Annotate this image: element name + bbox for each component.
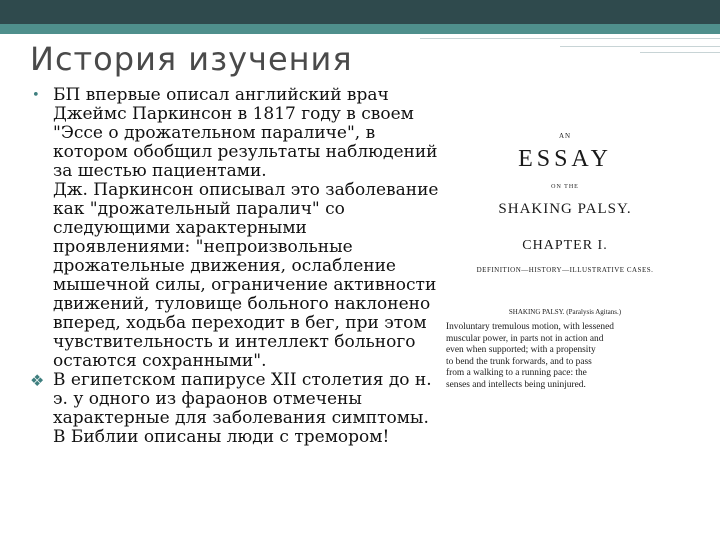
essay-title-page-image [440,118,690,418]
book-on-the: ON THE [551,184,579,190]
bullet-item [30,86,440,371]
slide-top-bar [0,0,720,24]
bullet-paragraph: Дж. Паркинсон описывал это заболевание как "дрожательный паралич" со следующими характерными проявлениями: "непроизвольные дрожательные движения, ослабление мышечной силы, ограничение активности движений, туловище больного наклонено вперед, ходьба переходит в бег, при этом чувствительность и интеллект больного остаются сохранными". [53,180,439,371]
decorative-line [560,46,720,47]
book-body-line: from a walking to a running pace: the [446,368,587,378]
book-body-text [446,322,684,391]
bullet-paragraph: В египетском папирусе XII столетия до н. э. у одного из фараонов отмечены характерные для заболевания симптомы. В Библии описаны люди с тремором! [53,370,432,447]
decorative-line [640,52,720,53]
diamond-bullet-icon: ❖ [30,371,45,390]
slide-accent-bar [0,24,720,34]
book-title: SHAKING PALSY. [498,201,632,217]
bullet-dot-icon: • [32,88,40,103]
book-running-head: SHAKING PALSY. (Paralysis Agitans.) [508,308,622,316]
book-body-line: Involuntary tremulous motion, with lessened [446,322,614,332]
book-body-line: muscular power, in parts not in action and [446,333,604,344]
bullet-paragraph: БП впервые описал английский врач Джеймс Паркинсон в 1817 году в своем "Эссе о дрожательном параличе", в котором обобщил результаты наблюдений за шестью пациентами. [53,85,438,181]
bullet-list [30,86,440,447]
book-body-line: to bend the trunk forwards, and to pass [446,356,592,367]
book-essay-heading: ESSAY [518,146,612,172]
book-chapter-subtitle: DEFINITION—HISTORY—ILLUSTRATIVE CASES. [476,266,654,274]
book-an: AN [558,132,572,140]
decorative-line [420,38,720,39]
book-body-line: even when supported; with a propensity [446,345,596,355]
slide-title: История изучения [30,40,353,78]
book-chapter: CHAPTER I. [522,238,608,253]
book-body-line: senses and intellects being uninjured. [446,379,586,390]
bullet-item [30,371,440,447]
